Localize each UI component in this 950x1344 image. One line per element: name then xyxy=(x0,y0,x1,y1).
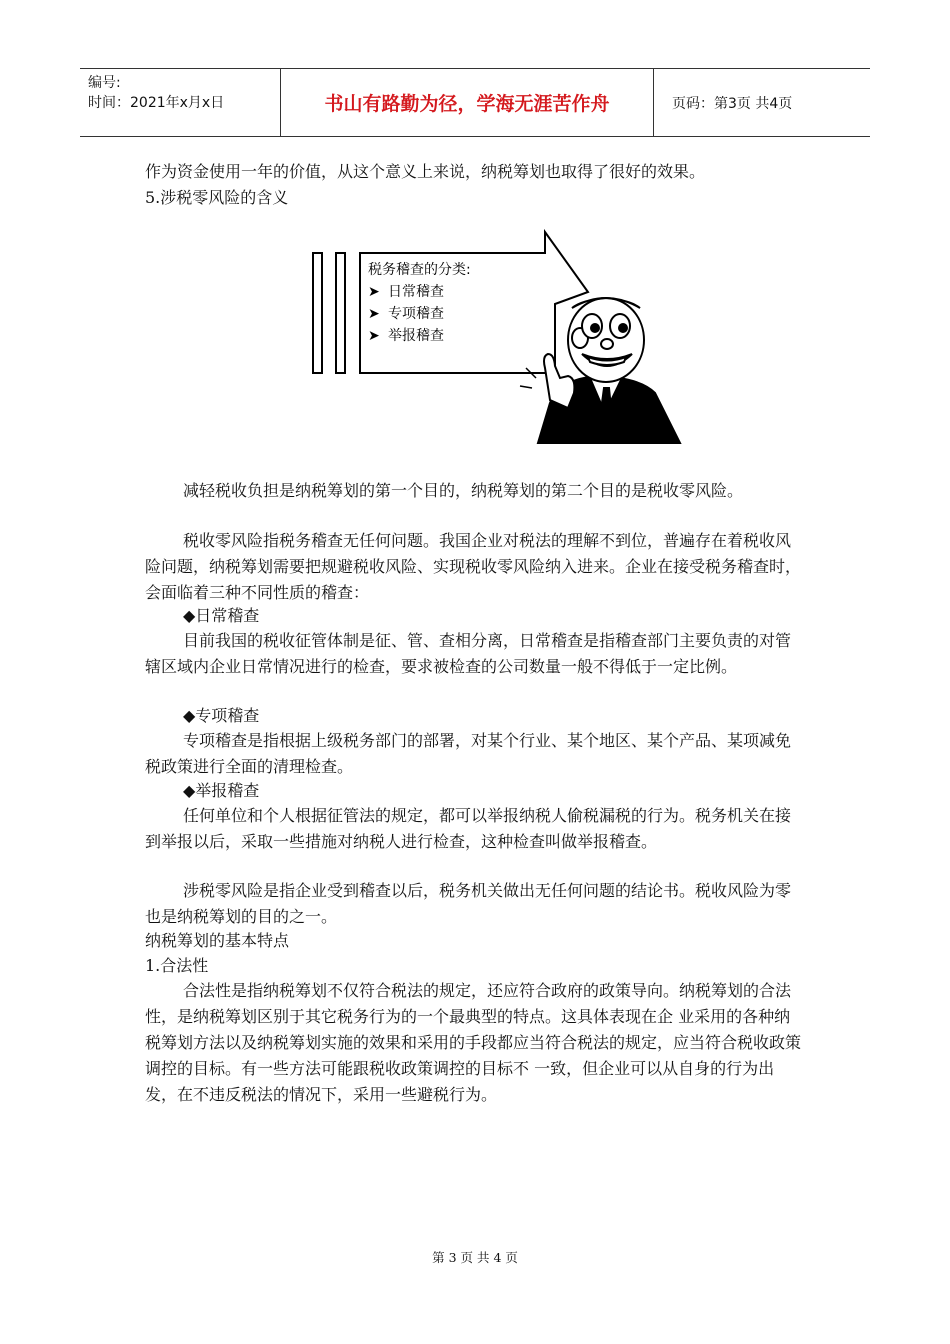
para-goal: 减轻税收负担是纳税筹划的第一个目的，纳税筹划的第二个目的是税收零风险。 xyxy=(183,481,744,500)
section-heading: 5.涉税零风险的含义 xyxy=(145,188,289,207)
document-header xyxy=(80,68,870,137)
features-heading: 纳税筹划的基本特点 xyxy=(145,931,290,950)
tax-audit-illustration xyxy=(310,228,690,452)
bubble-item-1: 日常稽查 xyxy=(388,284,444,300)
bubble-bullet-2: ➤ xyxy=(368,306,380,322)
bar-2 xyxy=(336,253,345,373)
page-footer: 第 3 页 共 4 页 xyxy=(432,1250,518,1265)
bubble-item-2: 专项稽查 xyxy=(388,306,444,322)
routine-audit-text: 目前我国的税收征管体制是征、管、查相分离，日常稽查是指稽查部门主要负责的对管辖区域内企业日常情况进行的检查，要求被检查的公司数量一般不得低于一定比例。 xyxy=(145,631,792,676)
page-label: 页码：第3页 共4页 xyxy=(672,95,793,112)
special-audit-label: ◆专项稽查 xyxy=(183,706,260,725)
bubble-item-3: 举报稽查 xyxy=(388,328,444,344)
bubble-title: 税务稽查的分类: xyxy=(368,262,471,278)
header-motto: 书山有路勤为径，学海无涯苦作舟 xyxy=(281,69,654,136)
routine-audit-label: ◆日常稽查 xyxy=(183,606,260,625)
bar-1 xyxy=(313,253,322,373)
report-audit-label: ◆举报稽查 xyxy=(183,781,260,800)
number-label: 编号: xyxy=(88,75,121,91)
speech-bubble xyxy=(360,232,588,373)
zero-risk-definition: 涉税零风险是指企业受到稽查以后，税务机关做出无任何问题的结论书。税收风险为零也是纳税筹划的目的之一。 xyxy=(145,881,792,926)
continued-line: 作为资金使用一年的价值，从这个意义上来说，纳税筹划也取得了很好的效果。 xyxy=(145,162,706,181)
header-meta xyxy=(80,69,281,136)
legality-heading: 1.合法性 xyxy=(145,956,209,975)
legality-text: 合法性是指纳税筹划不仅符合税法的规定，还应符合政府的政策导向。纳税筹划的合法性，是纳税筹划区别于其它税务行为的一个最典型的特点。这具体表现在企 业采用的各种纳税筹划方法以及纳税筹划实施的效果和采用的手段都应当符合税法的规定，应当符合税收政策调控的目标。有一些方法可能跟税收政策调控的目标不 一致，但企业可以从自身的行为出发，在不违反税法的情况下，采用一些避税行为。 xyxy=(145,981,802,1104)
para-zero-risk: 税收零风险指税务稽查无任何问题。我国企业对税法的理解不到位，普遍存在着税收风险问题，纳税筹划需要把规避税收风险、实现税收零风险纳入进来。企业在接受税务稽查时，会面临着三种不同性质的稽查： xyxy=(145,531,802,602)
date-label: 时间：2021年x月x日 xyxy=(88,95,225,111)
bubble-bullet-3: ➤ xyxy=(368,328,380,344)
header-page xyxy=(662,69,870,136)
bubble-bullet-1: ➤ xyxy=(368,284,380,300)
report-audit-text: 任何单位和个人根据征管法的规定，都可以举报纳税人偷税漏税的行为。税务机关在接到举报以后，采取一些措施对纳税人进行检查，这种检查叫做举报稽查。 xyxy=(145,806,792,851)
special-audit-text: 专项稽查是指根据上级税务部门的部署，对某个行业、某个地区、某个产品、某项减免税政策进行全面的清理检查。 xyxy=(145,731,792,776)
